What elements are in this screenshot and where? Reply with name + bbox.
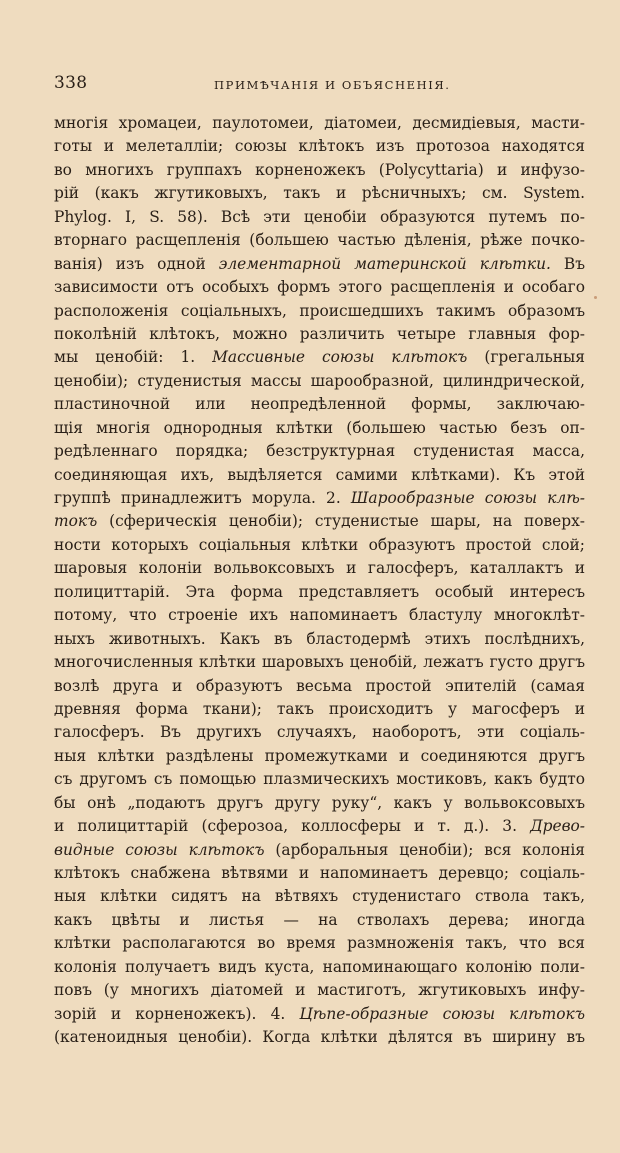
- text-line: зорій и корненожекъ). 4. Цѣпе-образные союзы клѣтокъ: [54, 1004, 585, 1023]
- text-line: во многихъ группахъ корненожекъ (Polycyttaria) и инфузо-: [54, 160, 585, 179]
- text-line: полициттарій. Эта форма представляетъ особый интересъ: [54, 582, 585, 601]
- running-head: ПРИМѢЧАНІЯ И ОБЪЯСНЕНІЯ.: [214, 78, 451, 92]
- text-line: видные союзы клѣтокъ (арборальныя ценобіи); вся колонія: [54, 840, 585, 859]
- page-number: 338: [54, 73, 88, 93]
- text-line: какъ цвѣты и листья — на стволахъ дерева; иногда: [54, 910, 585, 929]
- text-line: ныя клѣтки раздѣлены промежутками и соединяются другъ: [54, 746, 585, 765]
- paper-speck: [594, 296, 597, 299]
- text-line: щія многія однородныя клѣтки (большею частью безъ оп-: [54, 418, 585, 437]
- text-line: расположенія соціальныхъ, происшедшихъ такимъ образомъ: [54, 301, 585, 320]
- text-line: съ другомъ съ помощью плазмическихъ мостиковъ, какъ будто: [54, 770, 585, 789]
- text-line: токъ (сферическія ценобіи); студенистые шары, на поверх-: [54, 512, 585, 531]
- italic-term: Древо-: [530, 817, 585, 836]
- text-line: галосферъ. Въ другихъ случаяхъ, наоборотъ, эти соціаль-: [54, 723, 585, 742]
- italic-term: элементарной материнской клѣтки.: [218, 254, 551, 273]
- text-line: ныя клѣтки сидятъ на вѣтвяхъ студенистаго ствола такъ,: [54, 887, 585, 906]
- text-line: потому, что строеніе ихъ напоминаетъ бластулу многоклѣт-: [54, 606, 585, 625]
- text-line: бы онѣ „подаютъ другъ другу руку“, какъ у вольвоксовыхъ: [54, 793, 585, 812]
- text-line: (катеноидныя ценобіи). Когда клѣтки дѣлятся въ ширину въ: [54, 1028, 585, 1047]
- text-line: многія хромацеи, паулотомеи, діатомеи, десмидіевыя, масти-: [54, 114, 585, 132]
- italic-term: Массивные союзы клѣтокъ: [212, 348, 468, 367]
- text-line: мы ценобій: 1. Массивные союзы клѣтокъ (грегальныя: [54, 348, 585, 367]
- text-line: возлѣ друга и образуютъ весьма простой эпителій (самая: [54, 676, 585, 695]
- text-line: ценобіи); студенистыя массы шарообразной, цилиндрической,: [54, 371, 585, 390]
- text-line: ванія) изъ одной элементарной материнской клѣтки. Въ: [54, 254, 585, 273]
- text-line: рій (какъ жгутиковыхъ, такъ и рѣсничныхъ; см. System.: [54, 184, 585, 203]
- text-line: готы и мелеталліи; союзы клѣтокъ изъ протозоа находятся: [54, 137, 585, 156]
- text-line: вторнаго расщепленія (большею частью дѣленія, рѣже почко-: [54, 231, 585, 250]
- text-line: ныхъ животныхъ. Какъ въ бластодермѣ этихъ послѣднихъ,: [54, 629, 585, 648]
- text-line: пластиночной или неопредѣленной формы, заключаю-: [54, 395, 585, 414]
- text-line: Phylog. I, S. 58). Всѣ эти ценобіи образуются путемъ по-: [54, 207, 585, 226]
- text-line: многочисленныя клѣтки шаровыхъ ценобій, лежатъ густо другъ: [54, 653, 585, 672]
- text-line: ности которыхъ соціальныя клѣтки образуютъ простой слой;: [54, 535, 585, 554]
- italic-term: токъ: [54, 512, 98, 531]
- text-line: группѣ принадлежитъ морула. 2. Шарообразные союзы клѣ-: [54, 489, 585, 507]
- text-line: соединяющая ихъ, выдѣляется самими клѣтками). Къ этой: [54, 465, 585, 484]
- italic-term: Цѣпе-образные союзы клѣтокъ: [299, 1004, 585, 1023]
- text-line: клѣтки располагаются во время размноженія такъ, что вся: [54, 934, 585, 953]
- italic-term: Шарообразные союзы клѣ-: [350, 489, 585, 507]
- text-line: шаровыя колоніи вольвоксовыхъ и галосферъ, каталлактъ и: [54, 559, 585, 578]
- text-line: зависимости отъ особыхъ формъ этого расщепленія и особаго: [54, 278, 585, 297]
- text-line: древняя форма ткани); такъ происходитъ у магосферъ и: [54, 699, 585, 718]
- text-line: редѣленнаго порядка; безструктурная студенистая масса,: [54, 442, 585, 461]
- text-line: поколѣній клѣтокъ, можно различить четыре главныя фор-: [54, 324, 585, 343]
- text-line: и полициттарій (сферозоа, коллосферы и т. д.). 3. Древо-: [54, 817, 585, 836]
- body-text: [54, 112, 585, 1050]
- text-line: повъ (у многихъ діатомей и мастиготъ, жгутиковыхъ инфу-: [54, 981, 585, 1000]
- text-line: колонія получаетъ видъ куста, напоминающаго колонію поли-: [54, 957, 585, 976]
- text-line: клѣтокъ снабжена вѣтвями и напоминаетъ деревцо; соціаль-: [54, 864, 585, 882]
- italic-term: видные союзы клѣтокъ: [54, 840, 265, 859]
